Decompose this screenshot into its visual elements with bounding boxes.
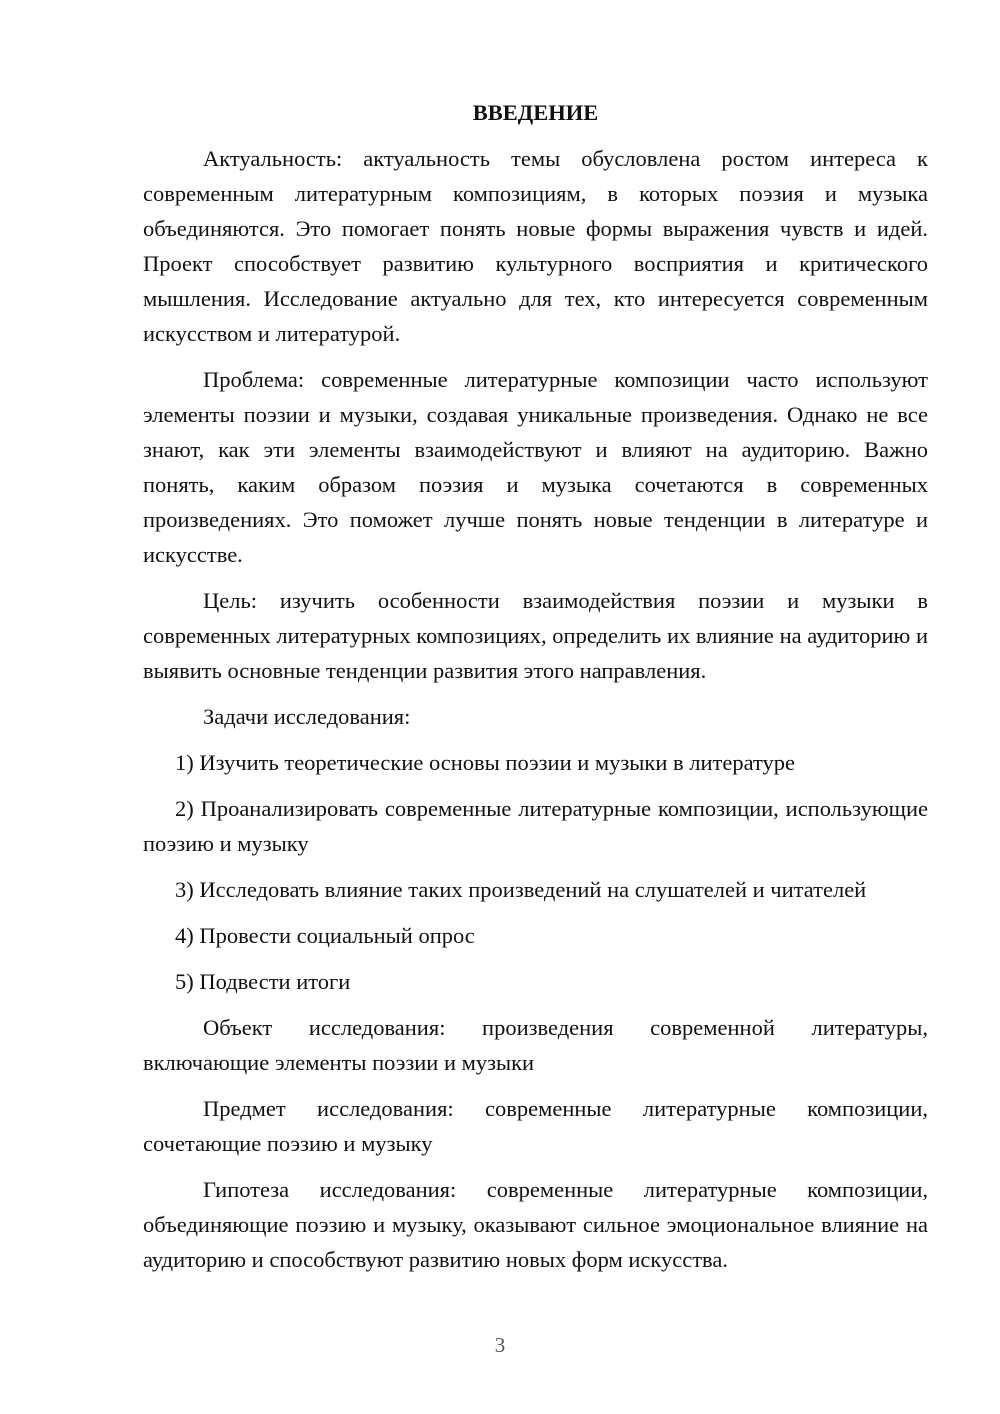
paragraph-relevance: Актуальность: актуальность темы обусловлена ростом интереса к современным литературным композициям, в которых поэзия и музыка объединяются. Это помогает понять новые формы выражения чувств и идей. Проект способствует развитию культурного восприятия и критического мышления. Исследование актуально для тех, кто интересуется современным искусством и литературой. bbox=[143, 146, 928, 346]
paragraph-goal: Цель: изучить особенности взаимодействия поэзии и музыки в современных литературных композициях, определить их влияние на аудиторию и выявить основные тенденции развития этого направления. bbox=[143, 588, 928, 683]
task-item-2: 2) Проанализировать современные литературные композиции, использующие поэзию и музыку bbox=[143, 796, 928, 856]
task-item-3: 3) Исследовать влияние таких произведений на слушателей и читателей bbox=[175, 877, 867, 902]
paragraph-subject: Предмет исследования: современные литературные композиции, сочетающие поэзию и музыку bbox=[143, 1096, 928, 1156]
section-title: ВВЕДЕНИЕ bbox=[472, 100, 599, 125]
paragraph-hypothesis: Гипотеза исследования: современные литературные композиции, объединяющие поэзию и музыку, оказывают сильное эмоциональное влияние на аудиторию и способствуют развитию новых форм искусства. bbox=[143, 1177, 928, 1272]
document-page bbox=[143, 95, 928, 1288]
paragraph-object: Объект исследования: произведения современной литературы, включающие элементы поэзии и музыки bbox=[143, 1015, 928, 1075]
paragraph-problem: Проблема: современные литературные композиции часто используют элементы поэзии и музыки, создавая уникальные произведения. Однако не все знают, как эти элементы взаимодействуют и влияют на аудиторию. Важно понять, каким образом поэзия и музыка сочетаются в современных произведениях. Это поможет лучше понять новые тенденции в литературе и искусстве. bbox=[143, 367, 928, 567]
task-item-5: 5) Подвести итоги bbox=[175, 969, 351, 994]
page-number: 3 bbox=[494, 1333, 506, 1357]
paragraph-tasks-heading: Задачи исследования: bbox=[203, 704, 411, 729]
task-item-1: 1) Изучить теоретические основы поэзии и музыки в литературе bbox=[175, 750, 796, 775]
task-item-4: 4) Провести социальный опрос bbox=[175, 923, 475, 948]
